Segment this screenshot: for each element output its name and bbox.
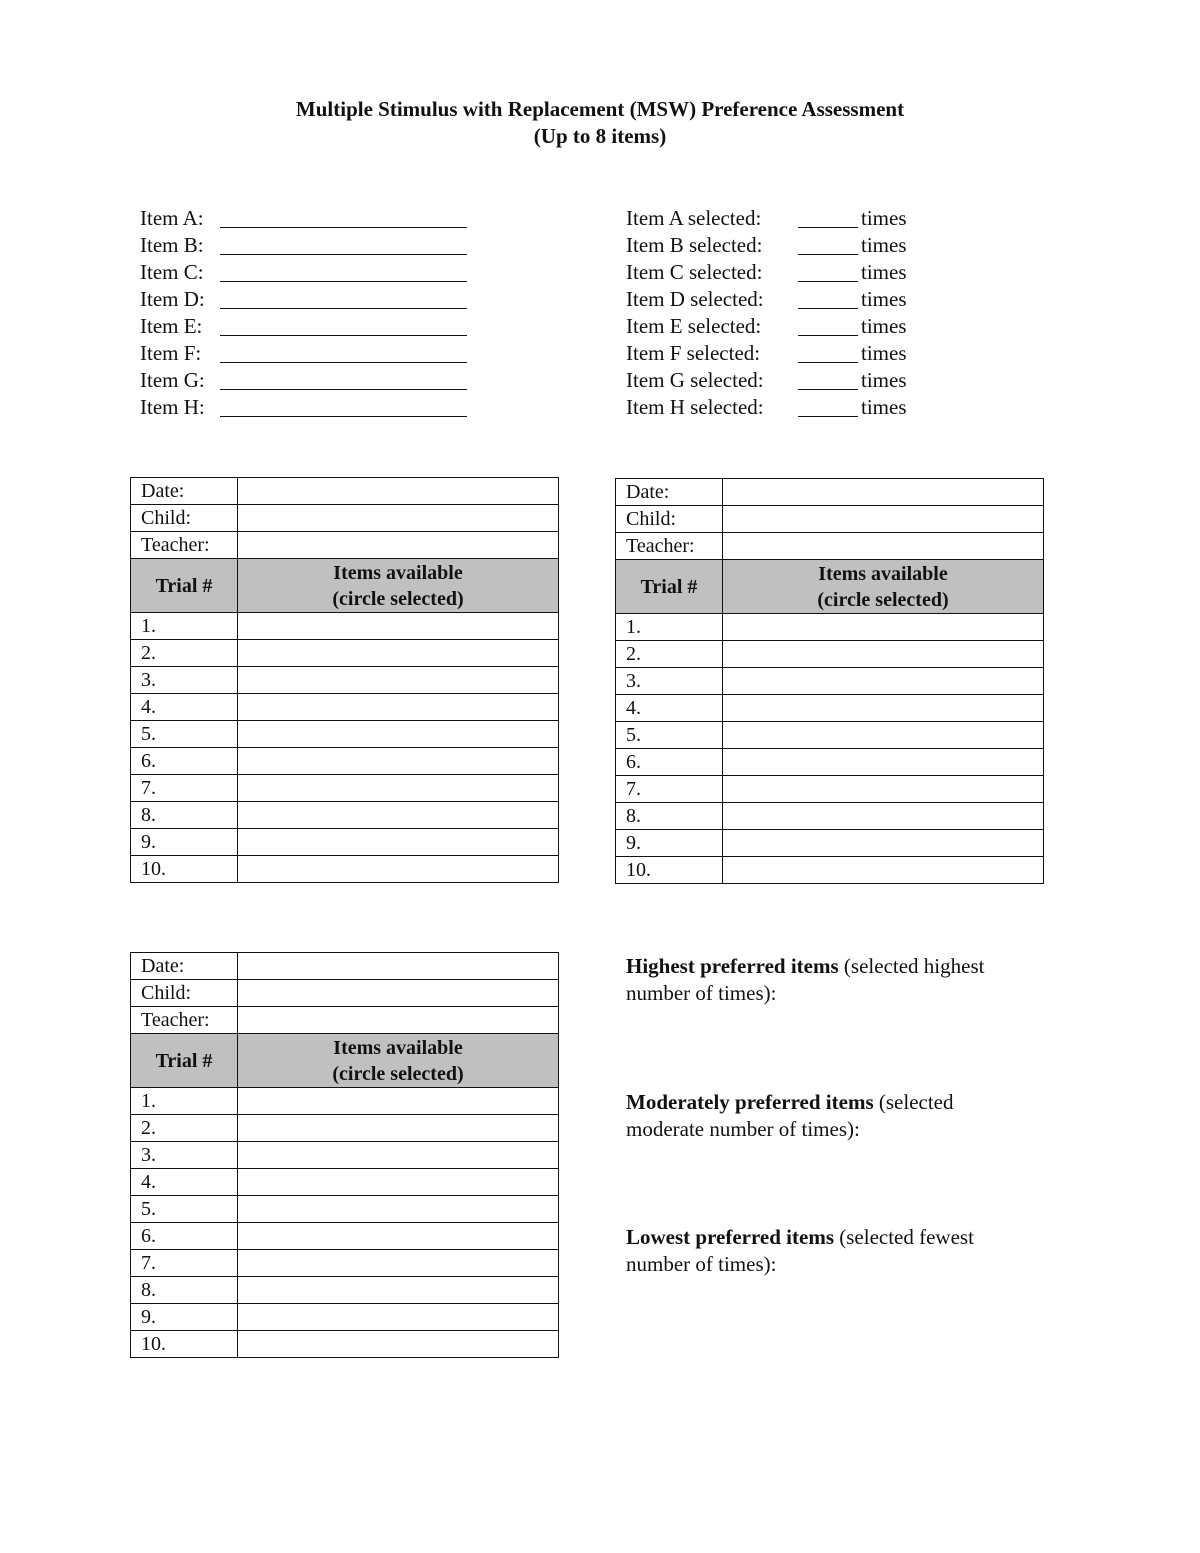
count-row (626, 205, 907, 232)
moderate-preferred-desc: (selected (873, 1090, 954, 1114)
trial-items-cell[interactable] (238, 1250, 559, 1277)
trial-items-cell[interactable] (238, 1169, 559, 1196)
trial-row (131, 856, 559, 883)
trial-number: 1. (616, 614, 723, 641)
trial-number: 8. (131, 802, 238, 829)
child-label: Child: (616, 506, 723, 533)
item-row (140, 286, 467, 313)
trial-number: 7. (131, 1250, 238, 1277)
items-header-line1: Items available (333, 561, 463, 584)
moderate-preferred-section (626, 1089, 1046, 1143)
item-row (140, 232, 467, 259)
trial-items-cell[interactable] (723, 614, 1044, 641)
count-blank[interactable] (798, 287, 858, 309)
items-header (238, 1034, 559, 1088)
trial-row (616, 803, 1044, 830)
trial-number: 10. (616, 857, 723, 884)
trial-number: 6. (131, 1223, 238, 1250)
trial-number: 4. (616, 695, 723, 722)
trial-number: 6. (616, 749, 723, 776)
count-blank[interactable] (798, 314, 858, 336)
trial-row (616, 722, 1044, 749)
trial-datasheet-1 (130, 477, 559, 883)
trial-header: Trial # (131, 559, 238, 613)
item-name-blank[interactable] (220, 368, 467, 390)
trial-items-cell[interactable] (238, 829, 559, 856)
times-label: times (861, 206, 907, 230)
lowest-preferred-desc: (selected fewest (834, 1225, 974, 1249)
item-label: Item F: (140, 341, 202, 365)
trial-row (616, 857, 1044, 884)
trial-number: 7. (616, 776, 723, 803)
trial-number: 9. (616, 830, 723, 857)
count-label: Item C selected: (626, 260, 763, 284)
trial-row (131, 1331, 559, 1358)
teacher-label: Teacher: (131, 532, 238, 559)
selection-count-list (626, 205, 907, 421)
times-label: times (861, 341, 907, 365)
count-blank[interactable] (798, 395, 858, 417)
trial-items-cell[interactable] (723, 695, 1044, 722)
times-label: times (861, 233, 907, 257)
items-header-line1: Items available (333, 1036, 463, 1059)
trial-row (131, 694, 559, 721)
trial-number: 3. (131, 1142, 238, 1169)
times-label: times (861, 287, 907, 311)
trial-row (131, 721, 559, 748)
items-header-line2: (circle selected) (332, 1062, 464, 1085)
trial-number: 4. (131, 1169, 238, 1196)
count-row (626, 394, 907, 421)
highest-preferred-desc: (selected highest (838, 954, 985, 978)
item-label: Item A: (140, 206, 204, 230)
item-row (140, 259, 467, 286)
highest-preferred-desc-line2: number of times): (626, 981, 777, 1005)
trial-number: 3. (616, 668, 723, 695)
trial-items-cell[interactable] (238, 1331, 559, 1358)
trial-number: 8. (131, 1277, 238, 1304)
trial-number: 9. (131, 829, 238, 856)
trial-number: 2. (616, 641, 723, 668)
trial-row (131, 1223, 559, 1250)
count-row (626, 259, 907, 286)
trial-row (131, 775, 559, 802)
trial-items-cell[interactable] (238, 640, 559, 667)
count-row (626, 286, 907, 313)
trial-items-cell[interactable] (238, 667, 559, 694)
item-row (140, 340, 467, 367)
child-label: Child: (131, 980, 238, 1007)
highest-preferred-heading: Highest preferred items (626, 954, 839, 978)
trial-items-cell[interactable] (723, 668, 1044, 695)
item-label: Item D: (140, 287, 205, 311)
item-name-blank[interactable] (220, 260, 467, 282)
times-label: times (861, 368, 907, 392)
trial-datasheet-2 (615, 478, 1044, 884)
count-label: Item G selected: (626, 368, 764, 392)
date-label: Date: (616, 479, 723, 506)
trial-number: 9. (131, 1304, 238, 1331)
trial-number: 2. (131, 640, 238, 667)
trial-items-cell[interactable] (238, 1304, 559, 1331)
items-header-line1: Items available (818, 562, 948, 585)
trial-items-cell[interactable] (723, 857, 1044, 884)
highest-preferred-section (626, 953, 1046, 1007)
count-row (626, 340, 907, 367)
trial-items-cell[interactable] (238, 1115, 559, 1142)
date-field[interactable] (723, 479, 1044, 506)
item-name-list (140, 205, 467, 421)
page-subtitle: (Up to 8 items) (533, 124, 667, 148)
trial-items-cell[interactable] (238, 1223, 559, 1250)
trial-items-cell[interactable] (238, 613, 559, 640)
count-label: Item H selected: (626, 395, 764, 419)
count-blank[interactable] (798, 233, 858, 255)
date-label: Date: (131, 953, 238, 980)
trial-number: 5. (131, 1196, 238, 1223)
trial-datasheet-3 (130, 952, 559, 1358)
trial-items-cell[interactable] (723, 776, 1044, 803)
item-name-blank[interactable] (220, 341, 467, 363)
trial-row (131, 667, 559, 694)
trial-items-cell[interactable] (238, 1196, 559, 1223)
date-field[interactable] (238, 953, 559, 980)
trial-number: 3. (131, 667, 238, 694)
trial-row (131, 1277, 559, 1304)
moderate-preferred-heading: Moderately preferred items (626, 1090, 874, 1114)
trial-row (131, 1304, 559, 1331)
count-blank[interactable] (798, 368, 858, 390)
trial-row (131, 748, 559, 775)
trial-row (131, 1142, 559, 1169)
trial-header: Trial # (131, 1034, 238, 1088)
lowest-preferred-desc-line2: number of times): (626, 1252, 777, 1276)
teacher-field[interactable] (238, 1007, 559, 1034)
trial-number: 2. (131, 1115, 238, 1142)
count-row (626, 313, 907, 340)
item-row (140, 313, 467, 340)
trial-row (616, 641, 1044, 668)
trial-number: 6. (131, 748, 238, 775)
count-label: Item B selected: (626, 233, 763, 257)
item-label: Item C: (140, 260, 204, 284)
count-blank[interactable] (798, 341, 858, 363)
trial-row (131, 1196, 559, 1223)
trial-row (616, 830, 1044, 857)
trial-row (616, 614, 1044, 641)
teacher-field[interactable] (723, 533, 1044, 560)
items-header (723, 560, 1044, 614)
count-row (626, 367, 907, 394)
count-label: Item F selected: (626, 341, 761, 365)
trial-row (616, 668, 1044, 695)
trial-items-cell[interactable] (238, 775, 559, 802)
item-row (140, 367, 467, 394)
child-field[interactable] (238, 505, 559, 532)
items-header-line2: (circle selected) (817, 588, 949, 611)
item-row (140, 394, 467, 421)
items-header-line2: (circle selected) (332, 587, 464, 610)
trial-row (616, 695, 1044, 722)
page-title: Multiple Stimulus with Replacement (MSW) Preference Assessment (295, 97, 905, 121)
teacher-label: Teacher: (616, 533, 723, 560)
count-blank[interactable] (798, 260, 858, 282)
item-label: Item G: (140, 368, 205, 392)
trial-items-cell[interactable] (238, 1088, 559, 1115)
trial-items-cell[interactable] (723, 641, 1044, 668)
trial-number: 7. (131, 775, 238, 802)
item-name-blank[interactable] (220, 287, 467, 309)
times-label: times (861, 260, 907, 284)
trial-number: 1. (131, 1088, 238, 1115)
trial-row (131, 1115, 559, 1142)
trial-number: 4. (131, 694, 238, 721)
trial-number: 10. (131, 1331, 238, 1358)
trial-items-cell[interactable] (238, 1277, 559, 1304)
count-label: Item E selected: (626, 314, 762, 338)
trial-items-cell[interactable] (238, 856, 559, 883)
date-label: Date: (131, 478, 238, 505)
count-label: Item D selected: (626, 287, 764, 311)
trial-header: Trial # (616, 560, 723, 614)
moderate-preferred-desc-line2: moderate number of times): (626, 1117, 860, 1141)
trial-items-cell[interactable] (723, 749, 1044, 776)
trial-number: 1. (131, 613, 238, 640)
date-field[interactable] (238, 478, 559, 505)
trial-row (131, 613, 559, 640)
trial-row (131, 640, 559, 667)
times-label: times (861, 314, 907, 338)
item-row (140, 205, 467, 232)
trial-items-cell[interactable] (238, 802, 559, 829)
item-name-blank[interactable] (220, 314, 467, 336)
trial-items-cell[interactable] (238, 1142, 559, 1169)
trial-items-cell[interactable] (723, 803, 1044, 830)
count-row (626, 232, 907, 259)
trial-number: 10. (131, 856, 238, 883)
child-field[interactable] (723, 506, 1044, 533)
trial-items-cell[interactable] (723, 722, 1044, 749)
trial-row (616, 776, 1044, 803)
item-label: Item H: (140, 395, 205, 419)
trial-row (616, 749, 1044, 776)
teacher-label: Teacher: (131, 1007, 238, 1034)
trial-items-cell[interactable] (723, 830, 1044, 857)
trial-number: 8. (616, 803, 723, 830)
item-label: Item E: (140, 314, 203, 338)
trial-number: 5. (616, 722, 723, 749)
trial-number: 5. (131, 721, 238, 748)
trial-row (131, 1088, 559, 1115)
item-label: Item B: (140, 233, 204, 257)
lowest-preferred-heading: Lowest preferred items (626, 1225, 834, 1249)
count-label: Item A selected: (626, 206, 762, 230)
trial-items-cell[interactable] (238, 748, 559, 775)
item-name-blank[interactable] (220, 395, 467, 417)
trial-row (131, 1250, 559, 1277)
teacher-field[interactable] (238, 532, 559, 559)
trial-items-cell[interactable] (238, 721, 559, 748)
child-field[interactable] (238, 980, 559, 1007)
times-label: times (861, 395, 907, 419)
items-header (238, 559, 559, 613)
lowest-preferred-section (626, 1224, 1046, 1278)
trial-row (131, 802, 559, 829)
item-name-blank[interactable] (220, 233, 467, 255)
trial-items-cell[interactable] (238, 694, 559, 721)
trial-row (131, 1169, 559, 1196)
item-name-blank[interactable] (220, 206, 467, 228)
child-label: Child: (131, 505, 238, 532)
trial-row (131, 829, 559, 856)
count-blank[interactable] (798, 206, 858, 228)
